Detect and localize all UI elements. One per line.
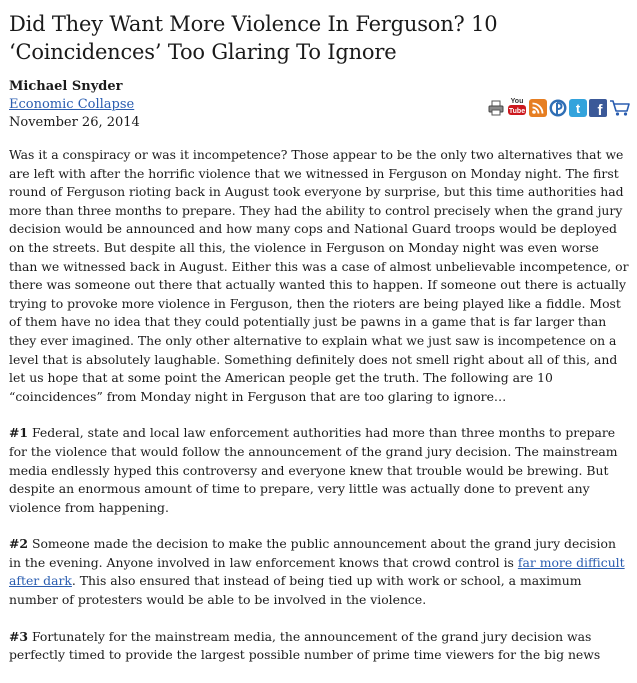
point-text: Federal, state and local law enforcement authorities had more than three months to prepare for the violence that would follow the announcement of the grand jury decision. The mainstream media endlessly hyped this controversy and everyone knew that trouble would be brewing. But despite an enormous amount of time to prepare, very little was actually done to prevent any violence from happening. (9, 425, 618, 515)
point-number: #1 (9, 425, 29, 441)
facebook-icon[interactable] (589, 99, 607, 117)
cart-icon[interactable] (609, 99, 631, 117)
youtube-you-text: You (510, 98, 524, 105)
point-text: Someone made the decision to make the public announcement about the grand jury decision in the evening. Anyone involved in law enforcement knows that crowd control is (9, 536, 616, 570)
svg-text:f: f (597, 102, 603, 117)
source-link[interactable]: Economic Collapse (9, 97, 135, 112)
youtube-icon[interactable] (507, 95, 527, 117)
share-toolbar (487, 95, 631, 117)
article-title: Did They Want More Violence In Ferguson? 10 ‘Coincidences’ Too Glaring To Ignore (9, 12, 498, 64)
twitter-icon[interactable] (569, 99, 587, 117)
point-text: . This also ensured that instead of being tied up with work or school, a maximum number of protesters would be able to be involved in the violence. (9, 573, 582, 608)
publish-date: November 26, 2014 (9, 115, 140, 130)
inline-link[interactable]: far more difficult after dark (9, 554, 625, 589)
point-paragraph (9, 535, 631, 609)
point-paragraph (9, 424, 631, 517)
point-number: #3 (9, 628, 29, 644)
pinterest-icon[interactable] (549, 99, 567, 117)
point-paragraph (9, 628, 631, 665)
point-number: #2 (9, 536, 29, 552)
youtube-tube-text: Tube (508, 108, 526, 115)
printer-icon[interactable] (487, 99, 505, 117)
rss-icon[interactable] (529, 99, 547, 117)
article-body (9, 146, 631, 665)
author-name: Michael Snyder (9, 79, 123, 94)
svg-text:t: t (575, 101, 581, 116)
intro-paragraph: Was it a conspiracy or was it incompetence? Those appear to be the only two alternatives that we are left with after the horrific violence that we witnessed in Ferguson on Monday night. The first round of Ferguson rioting back in August took everyone by surprise, but this time authorities had more than three months to prepare. They had the ability to control precisely when the grand jury decision would be announced and how many cops and National Guard troops would be deployed on the streets. But despite all this, the violence in Ferguson on Monday night was even worse than we witnessed back in August. Either this was a case of almost unbelievable incompetence, or there was someone out there that actually wanted this to happen. If someone out there is actually trying to provoke more violence in Ferguson, then the rioters are being played like a fiddle. Most of them have no idea that they could potentially just be pawns in a game that is far larger than they ever imagined. The only other alternative to explain what we just saw is incompetence on a level that is absolutely laughable. Something definitely does not smell right about all of this, and let us hope that at some point the American people get the truth. The following are 10 “coincidences” from Monday night in Ferguson that are too glaring to ignore… (9, 147, 629, 404)
point-text: Fortunately for the mainstream media, the announcement of the grand jury decision was perfectly timed to provide the largest possible number of prime time viewers for the big news (9, 628, 601, 663)
